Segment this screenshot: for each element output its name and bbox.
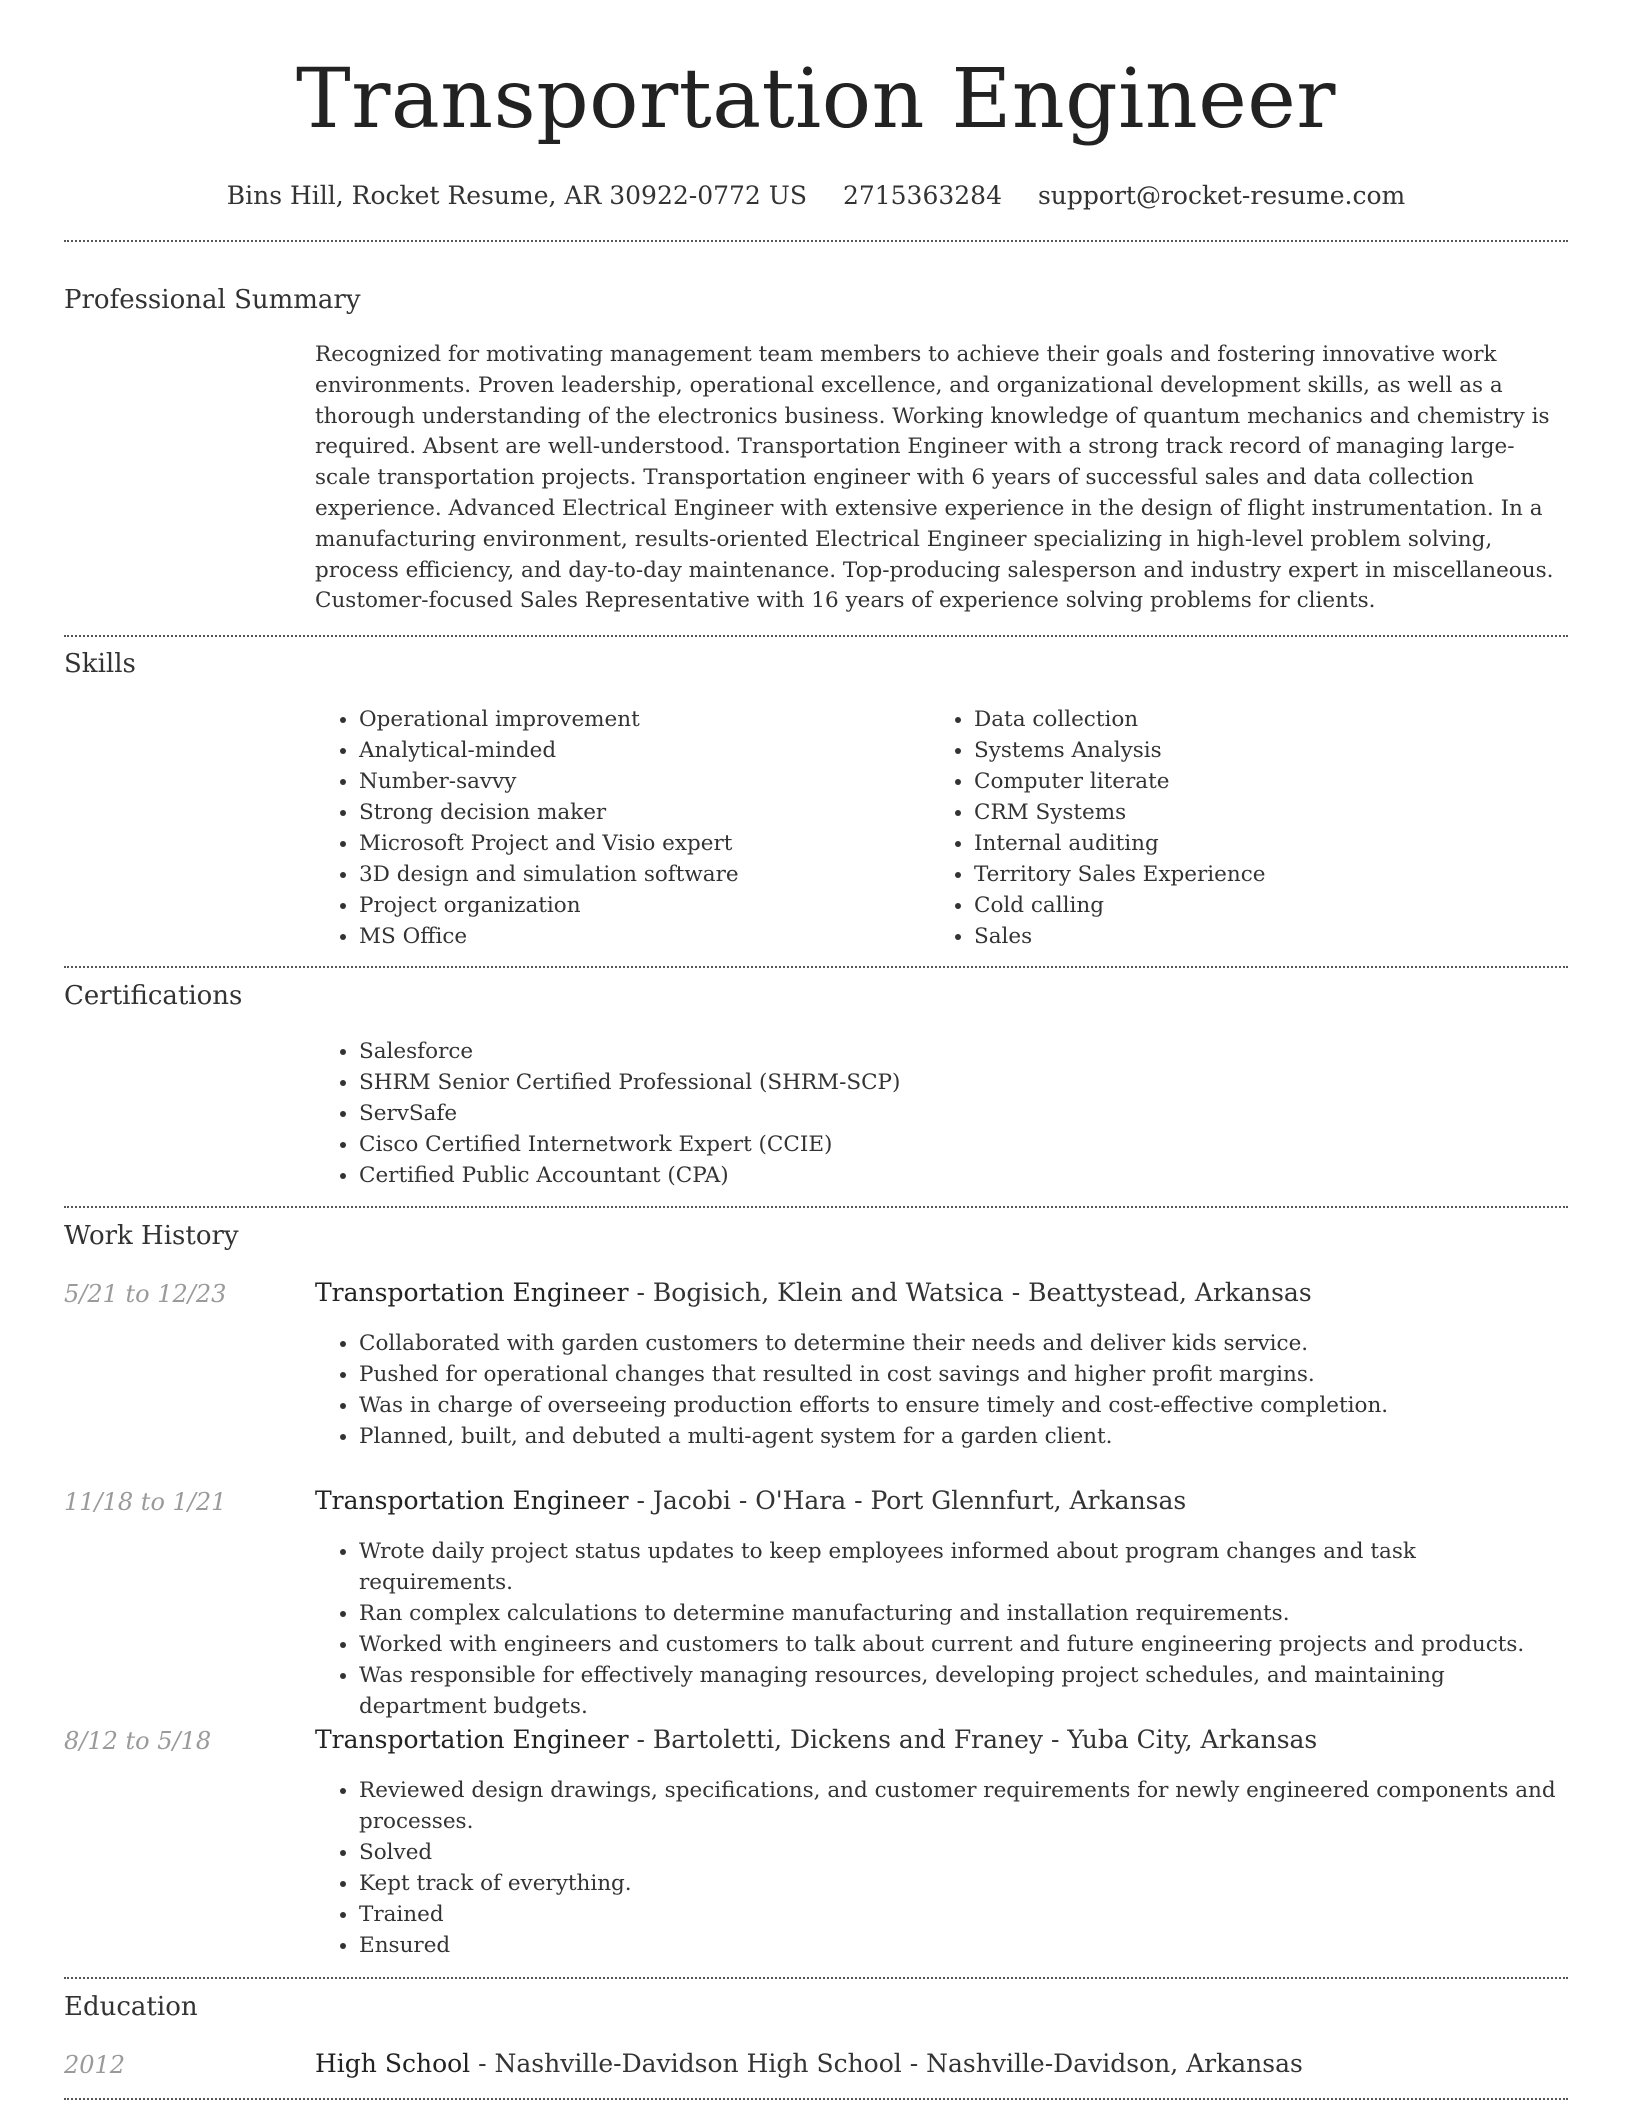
list-item: • MS Office	[359, 921, 919, 952]
education-year: 2012	[64, 2051, 126, 2079]
list-item: • Trained	[359, 1899, 1569, 1930]
skills-heading: Skills	[64, 649, 136, 679]
list-item: • Strong decision maker	[359, 797, 919, 828]
list-item: • Solved	[359, 1837, 1569, 1868]
list-item: • SHRM Senior Certified Professional (SHRM-SCP)	[359, 1067, 1559, 1098]
list-item: • Territory Sales Experience	[974, 859, 1574, 890]
section-divider	[64, 2098, 1568, 2100]
list-item: • Ran complex calculations to determine manufacturing and installation requirements.	[359, 1598, 1569, 1629]
list-item: • Salesforce	[359, 1036, 1559, 1067]
list-item: • Internal auditing	[974, 828, 1574, 859]
list-item: • Reviewed design drawings, specifications, and customer requirements for newly engineered components and processes.	[359, 1775, 1569, 1837]
summary-heading: Professional Summary	[64, 285, 361, 315]
list-item: • Worked with engineers and customers to talk about current and future engineering projects and products.	[359, 1629, 1569, 1660]
candidate-name: Transportation Engineer	[296, 52, 1336, 147]
job-employer-location: - Bartoletti, Dickens and Franey - Yuba City, Arkansas	[628, 1725, 1318, 1754]
list-item: • Ensured	[359, 1930, 1569, 1961]
job-heading	[315, 1485, 1186, 1517]
job-heading	[315, 1724, 1317, 1756]
job-dates: 8/12 to 5/18	[64, 1727, 212, 1755]
job-title: Transportation Engineer	[315, 1278, 629, 1307]
education-school-location: - Nashville-Davidson High School - Nashville-Davidson, Arkansas	[470, 2049, 1303, 2078]
list-item: • Pushed for operational changes that resulted in cost savings and higher profit margins.	[359, 1359, 1569, 1390]
skills-list-right	[930, 704, 1574, 952]
list-item: • Operational improvement	[359, 704, 919, 735]
certifications-heading: Certifications	[64, 981, 243, 1011]
list-item: • CRM Systems	[974, 797, 1574, 828]
list-item: • Computer literate	[974, 766, 1574, 797]
section-divider	[64, 240, 1568, 242]
list-item: • Project organization	[359, 890, 919, 921]
list-item: • 3D design and simulation software	[359, 859, 919, 890]
contact-email: support@rocket-resume.com	[1037, 181, 1406, 210]
job-bullets	[315, 1536, 1569, 1722]
list-item: • Analytical-minded	[359, 735, 919, 766]
list-item: • Systems Analysis	[974, 735, 1574, 766]
list-item: • Was responsible for effectively managing resources, developing project schedules, and maintaining department budgets.	[359, 1660, 1569, 1722]
work-history-heading: Work History	[64, 1221, 239, 1251]
job-employer-location: - Bogisich, Klein and Watsica - Beattystead, Arkansas	[628, 1278, 1312, 1307]
job-title: Transportation Engineer	[315, 1725, 629, 1754]
list-item: • Number-savvy	[359, 766, 919, 797]
job-bullets	[315, 1775, 1569, 1961]
section-divider	[64, 635, 1568, 637]
job-title: Transportation Engineer	[315, 1486, 629, 1515]
section-divider	[64, 966, 1568, 968]
summary-text: Recognized for motivating management team members to achieve their goals and fostering innovative work environments. Proven leadership, operational excellence, and organizational development skills, as well as a thorough understanding of the electronics business. Working knowledge of quantum mechanics and chemistry is required. Absent are well-understood. Transportation Engineer with a strong track record of managing large-scale transportation projects. Transportation engineer with 6 years of successful sales and data collection experience. Advanced Electrical Engineer with extensive experience in the design of flight instrumentation. In a manufacturing environment, results-oriented Electrical Engineer specializing in high-level problem solving, process efficiency, and day-to-day maintenance. Top-producing salesperson and industry expert in miscellaneous. Customer-focused Sales Representative with 16 years of experience solving problems for clients.	[315, 342, 1554, 614]
list-item: • Planned, built, and debuted a multi-agent system for a garden client.	[359, 1421, 1569, 1452]
certifications-list	[315, 1036, 1559, 1191]
list-item: • Microsoft Project and Visio expert	[359, 828, 919, 859]
contact-address: Bins Hill, Rocket Resume, AR 30922-0772 US	[226, 181, 807, 210]
skills-list-left	[315, 704, 919, 952]
contact-phone: 2715363284	[842, 181, 1002, 210]
education-heading-line	[315, 2048, 1303, 2080]
list-item: • Collaborated with garden customers to determine their needs and deliver kids service.	[359, 1328, 1569, 1359]
list-item: • Kept track of everything.	[359, 1868, 1569, 1899]
list-item: • Sales	[974, 921, 1574, 952]
section-divider	[64, 1206, 1568, 1208]
job-heading	[315, 1277, 1312, 1309]
list-item: • Certified Public Accountant (CPA)	[359, 1160, 1559, 1191]
job-dates: 11/18 to 1/21	[64, 1488, 227, 1516]
list-item: • Cisco Certified Internetwork Expert (CCIE)	[359, 1129, 1559, 1160]
list-item: • Data collection	[974, 704, 1574, 735]
list-item: • ServSafe	[359, 1098, 1559, 1129]
job-employer-location: - Jacobi - O'Hara - Port Glennfurt, Arkansas	[628, 1486, 1187, 1515]
contact-line	[0, 180, 1632, 212]
list-item: • Wrote daily project status updates to keep employees informed about program changes and task requirements.	[359, 1536, 1569, 1598]
job-dates: 5/21 to 12/23	[64, 1280, 227, 1308]
resume-header	[0, 0, 1632, 212]
list-item: • Cold calling	[974, 890, 1574, 921]
job-bullets	[315, 1328, 1569, 1452]
education-heading: Education	[64, 1992, 198, 2022]
education-degree: High School	[315, 2049, 471, 2078]
list-item: • Was in charge of overseeing production efforts to ensure timely and cost-effective completion.	[359, 1390, 1569, 1421]
section-divider	[64, 1977, 1568, 1979]
